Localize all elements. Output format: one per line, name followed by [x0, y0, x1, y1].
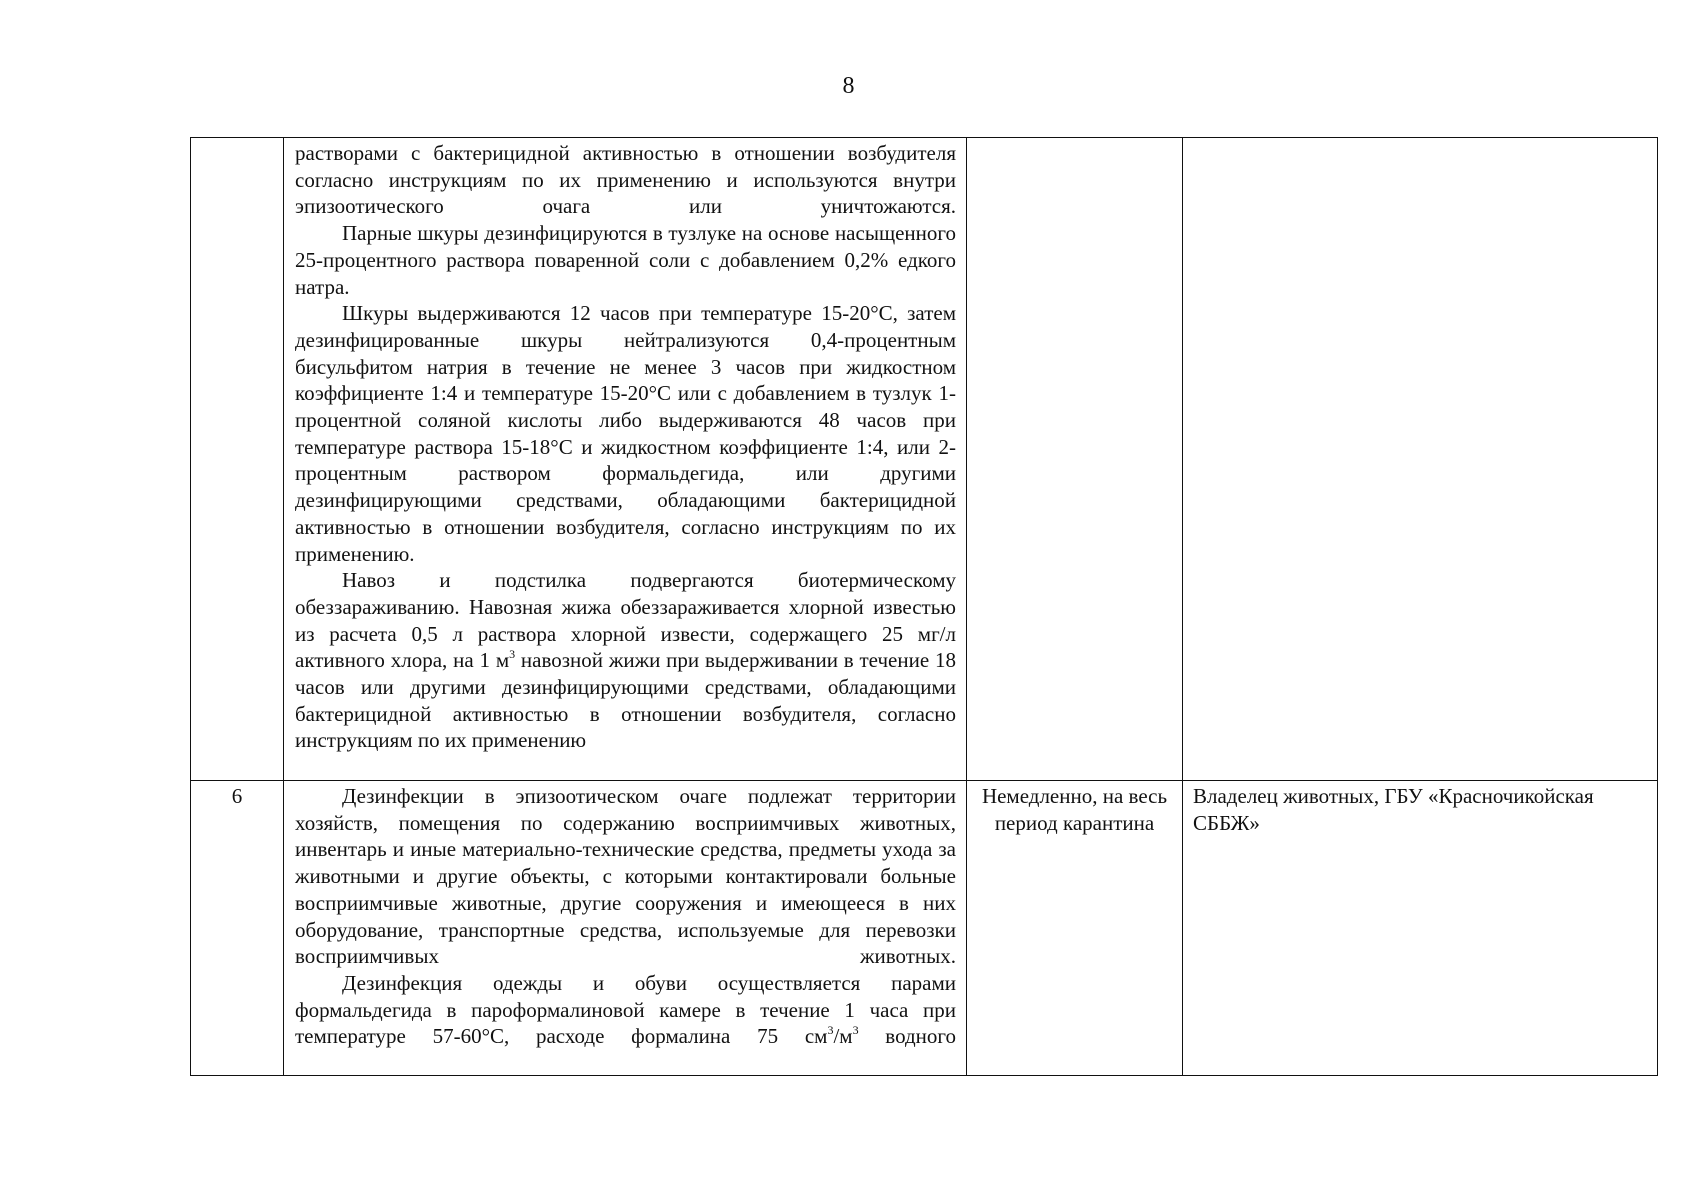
responsible-cell	[1183, 138, 1658, 781]
measure-text-cell	[284, 781, 967, 1076]
paragraph	[295, 970, 956, 1050]
paragraph	[295, 567, 956, 754]
deadline-cell	[967, 781, 1183, 1076]
superscript: 3	[827, 1023, 834, 1038]
paragraph-part: /м	[833, 1024, 853, 1049]
paragraph: Дезинфекции в эпизоотическом очаге подлежат территории хозяйств, помещения по содержанию восприимчивых животных, инвентарь и иные материально-технические средства, предметы ухода за животными и другие объекты, с которыми контактировали больные восприимчивые животные, другие сооружения и имеющееся в них оборудование, транспортные средства, используемые для перевозки восприимчивых животных.	[295, 784, 956, 969]
paragraph-part: Дезинфекция одежды и обуви осуществляется парами формальдегида в пароформалиновой камере в течение 1 часа при температуре 57-60°С, расходе формалина 75 см	[295, 970, 956, 1049]
paragraph: Шкуры выдерживаются 12 часов при температуре 15-20°С, затем дезинфицированные шкуры нейтрализуются 0,4-процентным бисульфитом натрия в течение не менее 3 часов при жидкостном коэффициенте 1:4 и температуре 15-20°С или с добавлением в тузлук 1-процентной соляной кислоты либо выдерживаются 48 часов при температуре раствора 15-18°С и жидкостном коэффициенте 1:4, или 2-процентным раствором формальдегида, или другими дезинфицирующими средствами, обладающими бактерицидной активностью в отношении возбудителя, согласно инструкциям по их применению.	[295, 301, 956, 566]
paragraph-part: навозной жижи при выдерживании в течение 18 часов или другими дезинфицирующими средствами, обладающими бактерицидной активностью в отношении возбудителя, согласно инструкциям по их применению	[295, 648, 956, 753]
deadline-text: Немедленно, на весь период карантина	[981, 784, 1168, 835]
table-row	[191, 138, 1658, 781]
measures-table	[190, 137, 1658, 1076]
row-number-cell	[191, 138, 284, 781]
table-row	[191, 781, 1658, 1076]
row-number: 6	[231, 784, 243, 808]
measure-text	[284, 781, 966, 1075]
deadline-text	[967, 138, 1182, 140]
responsible-text: Владелец животных, ГБУ «Красночикойская СББЖ»	[1193, 784, 1594, 835]
responsible-cell	[1183, 781, 1658, 1076]
row-number-cell	[191, 781, 284, 1076]
paragraph-part: водного	[858, 1024, 956, 1049]
measure-text	[284, 138, 966, 780]
responsible-text	[1183, 138, 1657, 140]
paragraph: растворами с бактерицидной активностью в отношении возбудителя согласно инструкциям по их применению и используются внутри эпизоотического очага или уничтожаются.	[295, 141, 956, 219]
superscript: 3	[509, 647, 516, 662]
deadline-cell	[967, 138, 1183, 781]
measure-text-cell	[284, 138, 967, 781]
page-number: 8	[842, 73, 855, 99]
superscript: 3	[852, 1023, 859, 1038]
row-number	[191, 138, 283, 140]
paragraph: Парные шкуры дезинфицируются в тузлуке на основе насыщенного 25-процентного раствора поваренной соли с добавлением 0,2% едкого натра.	[295, 221, 956, 299]
paragraph-part: Навоз и подстилка подвергаются биотермическому обеззараживанию. Навозная жижа обеззараживается хлорной известью из расчета 0,5 л раствора хлорной извести, содержащего 25 мг/л активного хлора, на 1 м	[295, 568, 956, 673]
